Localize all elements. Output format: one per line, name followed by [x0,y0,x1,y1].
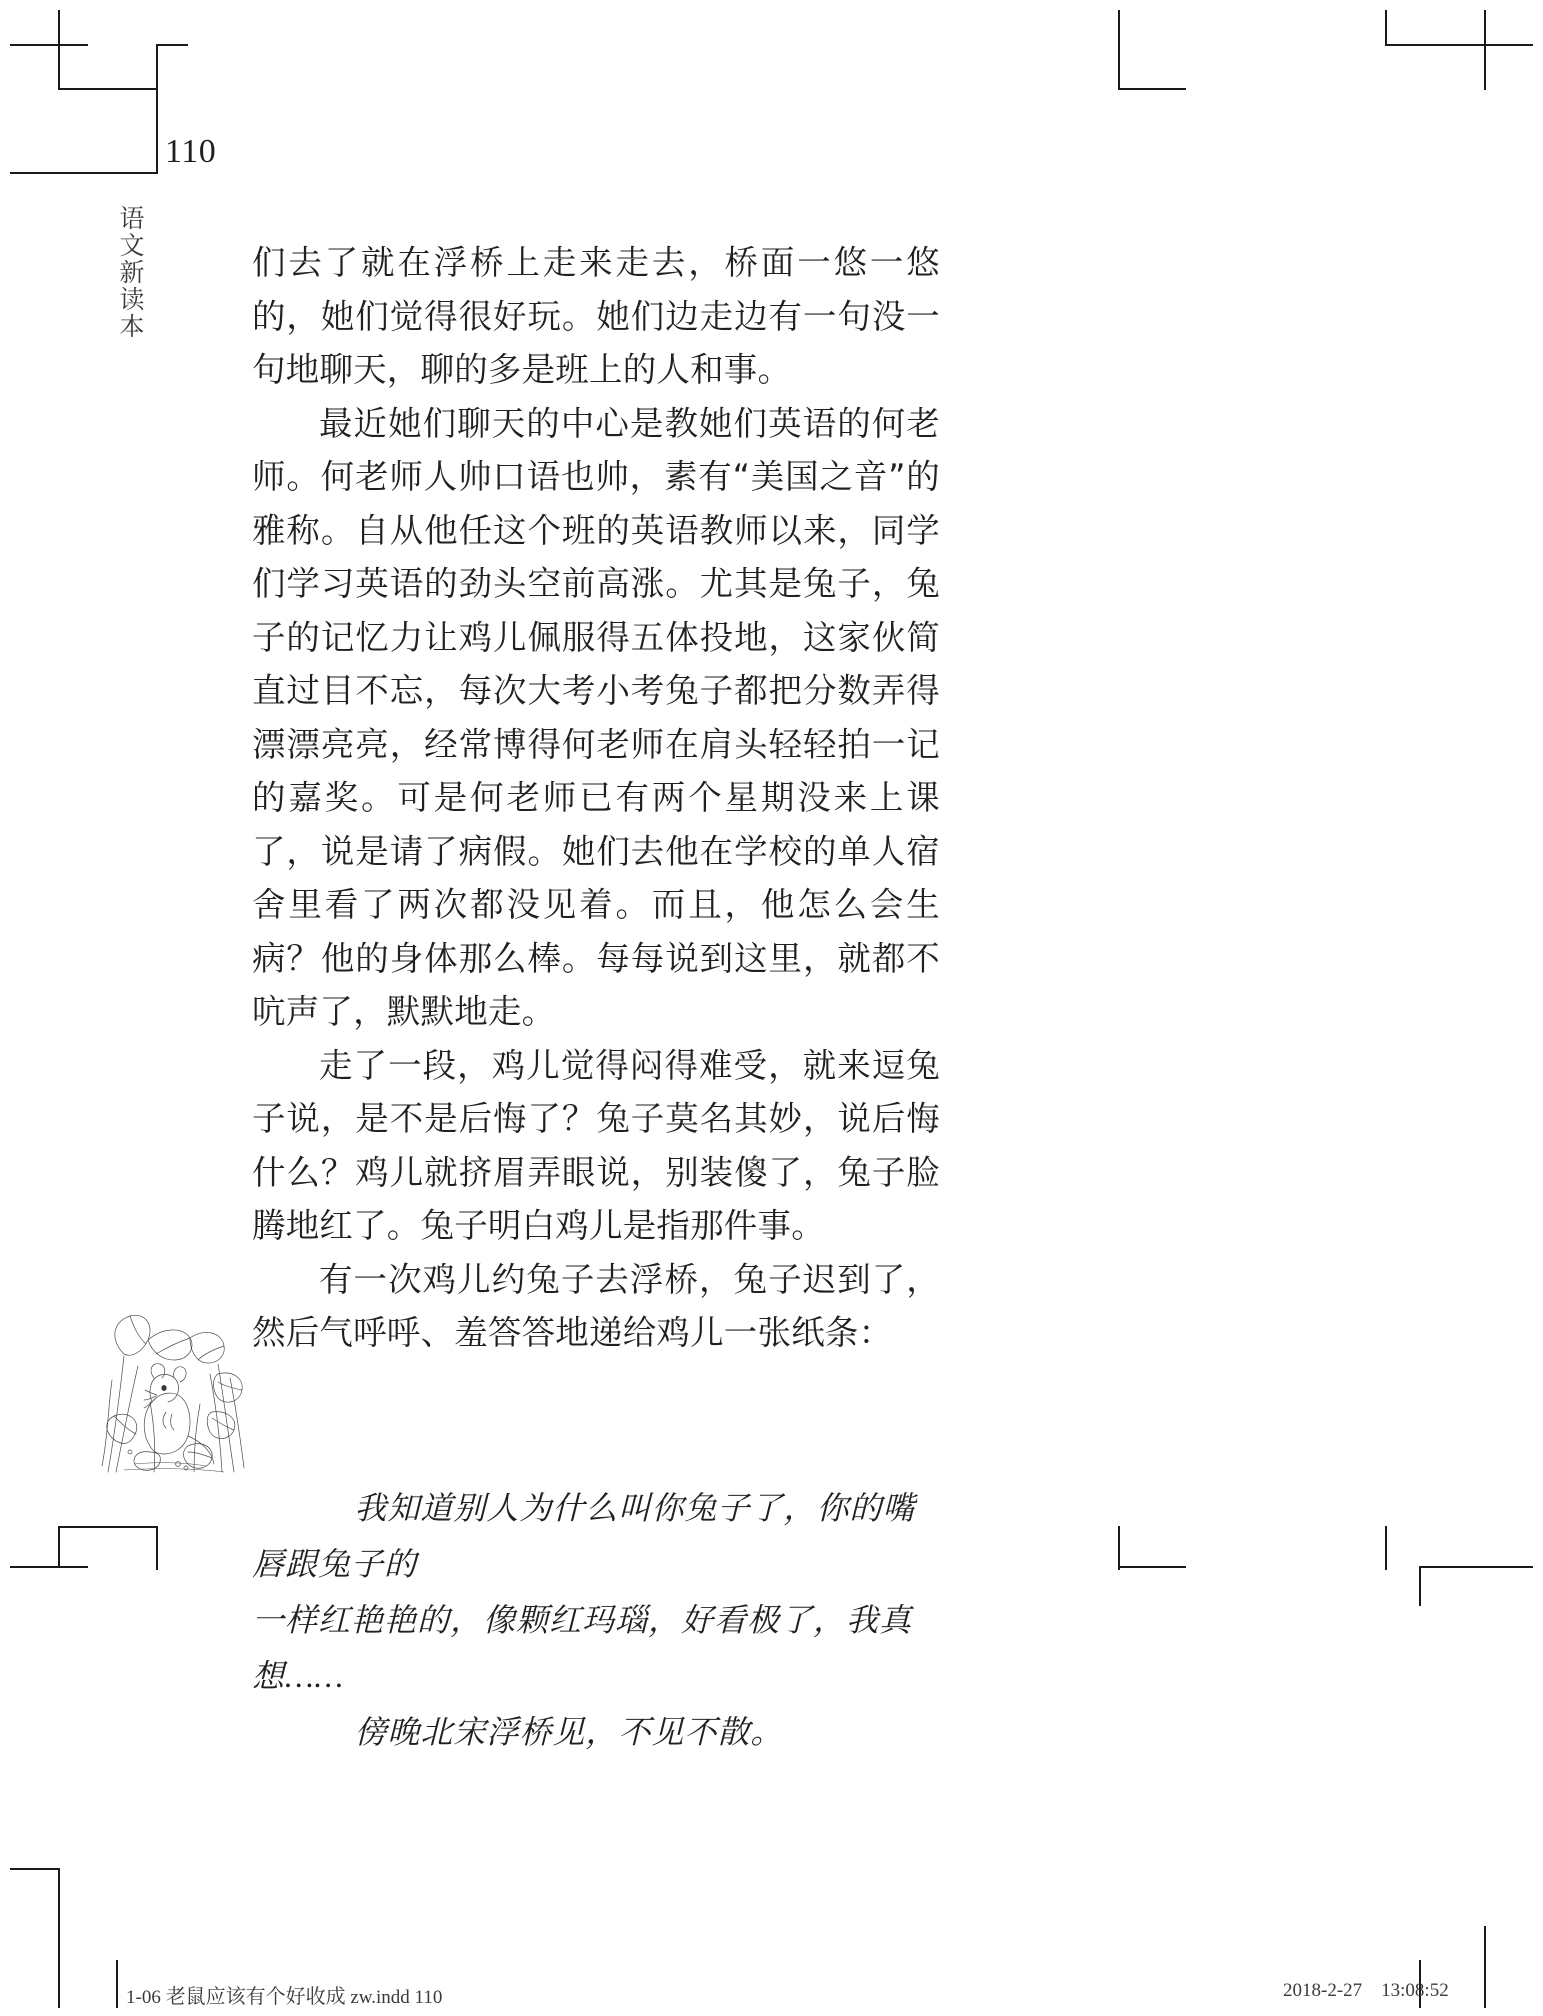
footer-right [1283,1980,1449,2002]
crop-mark-top-right [1455,44,1533,46]
crop-mark-top-right [1484,10,1486,90]
crop-mark-top-right [1118,10,1120,90]
note-line: 一样红艳艳的，像颗红玛瑙，好看极了，我真想…… [252,1602,913,1694]
crop-mark-top-left [58,172,158,174]
crop-mark-bottom-right [1419,1566,1421,1606]
running-head: 语文新读本 [116,205,145,340]
crop-mark-top-right [1385,44,1455,46]
crop-mark-top-left [10,172,60,174]
crop-mark-bottom-right [1484,1926,1486,2008]
crop-mark-top-left [156,88,158,174]
page-number: 110 [165,133,217,170]
paragraph: 们去了就在浮桥上走来走去，桥面一悠一悠的，她们觉得很好玩。她们边走边有一句没一句地聊天，聊的多是班上的人和事。 [252,243,940,389]
crop-mark-bottom-left [10,1868,60,1870]
crop-mark-top-right [1385,10,1387,44]
crop-mark-bottom-left [58,1868,60,2008]
crop-mark-top-right [1118,88,1186,90]
body-text-column [252,236,940,1360]
note-line: 我知道别人为什么叫你兔子了，你的嘴唇跟兔子的 [252,1490,916,1582]
crop-mark-bottom-left [58,1526,158,1528]
crop-mark-bottom-right [1419,1566,1533,1568]
crop-mark-top-left [156,44,188,46]
crop-mark-top-left [58,88,158,90]
footer-file-name: zw.indd [350,1987,410,2008]
crop-mark-bottom-left [58,1526,60,1568]
crop-mark-bottom-left [156,1526,158,1570]
crop-mark-bottom-left [116,1960,118,2008]
footer-file-prefix: 1-06 [126,1987,161,2008]
crop-mark-top-left [156,44,158,90]
footer-time: 13:08:52 [1381,1980,1449,2001]
crop-mark-bottom-right [1385,1526,1387,1570]
crop-mark-bottom-right [1118,1566,1186,1568]
footer-left [126,1980,442,2009]
footer-date: 2018-2-27 [1283,1980,1363,2001]
paragraph: 走了一段，鸡儿觉得闷得难受，就来逗兔子说，是不是后悔了？兔子莫名其妙，说后悔什么？鸡儿就挤眉弄眼说，别装傻了，兔子脸腾地红了。兔子明白鸡儿是指那件事。 [252,1045,940,1245]
note-line: 傍晚北宋浮桥见，不见不散。 [354,1714,784,1750]
crop-mark-bottom-right [1118,1526,1120,1570]
crop-mark-top-left [58,10,60,90]
paragraph: 有一次鸡儿约兔子去浮桥，兔子迟到了，然后气呼呼、羞答答地递给鸡儿一张纸条： [252,1259,940,1352]
crop-mark-top-left [10,44,88,46]
crop-mark-bottom-left [10,1566,88,1568]
footer-file-page: 110 [414,1987,443,2008]
mouse-illustration [94,1296,256,1474]
footer-file-title: 老鼠应该有个好收成 [165,1986,346,2008]
paragraph: 最近她们聊天的中心是教她们英语的何老师。何老师人帅口语也帅，素有“美国之音”的雅称。自从他任这个班的英语教师以来，同学们学习英语的劲头空前高涨。尤其是兔子，兔子的记忆力让鸡儿佩服得五体投地，这家伙简直过目不忘，每次大考小考兔子都把分数弄得漂漂亮亮，经常博得何老师在肩头轻轻拍一记的嘉奖。可是何老师已有两个星期没来上课了，说是请了病假。她们去他在学校的单人宿舍里看了两次都没见着。而且，他怎么会生病？他的身体那么棒。每每说到这里，就都不吭声了，默默地走。 [252,403,940,1031]
quoted-note-block [252,1480,940,1760]
